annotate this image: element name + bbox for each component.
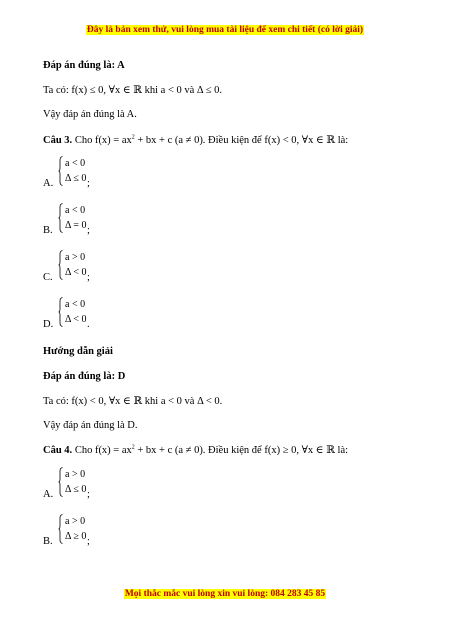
question-text-a: Cho f(x) = ax	[72, 135, 132, 146]
brace-icon	[58, 203, 63, 233]
option-b[interactable]	[43, 514, 163, 552]
option-letter: B.	[43, 225, 53, 236]
answer-line: Đáp án đúng là: A	[43, 60, 125, 71]
option-c[interactable]	[43, 250, 163, 288]
option-d[interactable]	[43, 297, 163, 335]
condition-a: a < 0	[65, 299, 86, 310]
condition-a: a < 0	[65, 205, 86, 216]
brace-icon	[58, 250, 63, 280]
question-label: Câu 4.	[43, 445, 73, 456]
conclusion-line: Vậy đáp án đúng là D.	[43, 420, 138, 431]
condition-delta: Δ ≤ 0	[65, 173, 87, 184]
question-label: Câu 3.	[43, 135, 73, 146]
conclusion-line: Vậy đáp án đúng là A.	[43, 109, 137, 120]
condition-delta: Δ < 0	[65, 267, 87, 278]
exponent: 2	[131, 444, 135, 451]
option-punct: ;	[87, 536, 90, 547]
question-text-b: + bx + c (a ≠ 0). Điều kiện để f(x) < 0, ∀x ∈ ℝ là:	[134, 135, 349, 146]
condition-a: a < 0	[65, 158, 86, 169]
footer-notice: Mọi thắc mắc vui lòng xin vui lòng: 084 283 45 85	[124, 589, 326, 599]
option-letter: C.	[43, 272, 53, 283]
brace-icon	[58, 514, 63, 544]
exponent: 2	[131, 134, 135, 141]
condition-delta: Δ = 0	[65, 220, 87, 231]
guide-title: Hướng dẫn giải	[43, 346, 113, 357]
option-punct: .	[87, 319, 90, 330]
option-punct: ;	[87, 272, 90, 283]
question-text-b: + bx + c (a ≠ 0). Điều kiện để f(x) ≥ 0, ∀x ∈ ℝ là:	[134, 445, 349, 456]
brace-icon	[58, 467, 63, 497]
option-letter: A.	[43, 489, 54, 500]
header-notice: Đây là bản xem thử, vui lòng mua tài liệu để xem chi tiết (có lời giải)	[86, 25, 364, 35]
option-b[interactable]	[43, 203, 163, 241]
option-letter: A.	[43, 178, 54, 189]
condition-delta: Δ < 0	[65, 314, 87, 325]
reason-line: Ta có: f(x) ≤ 0, ∀x ∈ ℝ khi a < 0 và Δ ≤ 0.	[43, 85, 222, 96]
brace-icon	[58, 156, 63, 186]
option-letter: D.	[43, 319, 54, 330]
question-3	[43, 134, 348, 146]
option-a[interactable]	[43, 156, 163, 194]
question-text-a: Cho f(x) = ax	[72, 445, 132, 456]
option-punct: ;	[87, 178, 90, 189]
option-punct: ;	[87, 489, 90, 500]
condition-a: a > 0	[65, 252, 86, 263]
condition-delta: Δ ≤ 0	[65, 484, 87, 495]
brace-icon	[58, 297, 63, 327]
option-a[interactable]	[43, 467, 163, 505]
answer-line: Đáp án đúng là: D	[43, 371, 126, 382]
option-punct: ;	[87, 225, 90, 236]
condition-a: a > 0	[65, 516, 86, 527]
question-4	[43, 444, 348, 456]
reason-line: Ta có: f(x) < 0, ∀x ∈ ℝ khi a < 0 và Δ < 0.	[43, 396, 223, 407]
condition-a: a > 0	[65, 469, 86, 480]
option-letter: B.	[43, 536, 53, 547]
condition-delta: Δ ≥ 0	[65, 531, 87, 542]
